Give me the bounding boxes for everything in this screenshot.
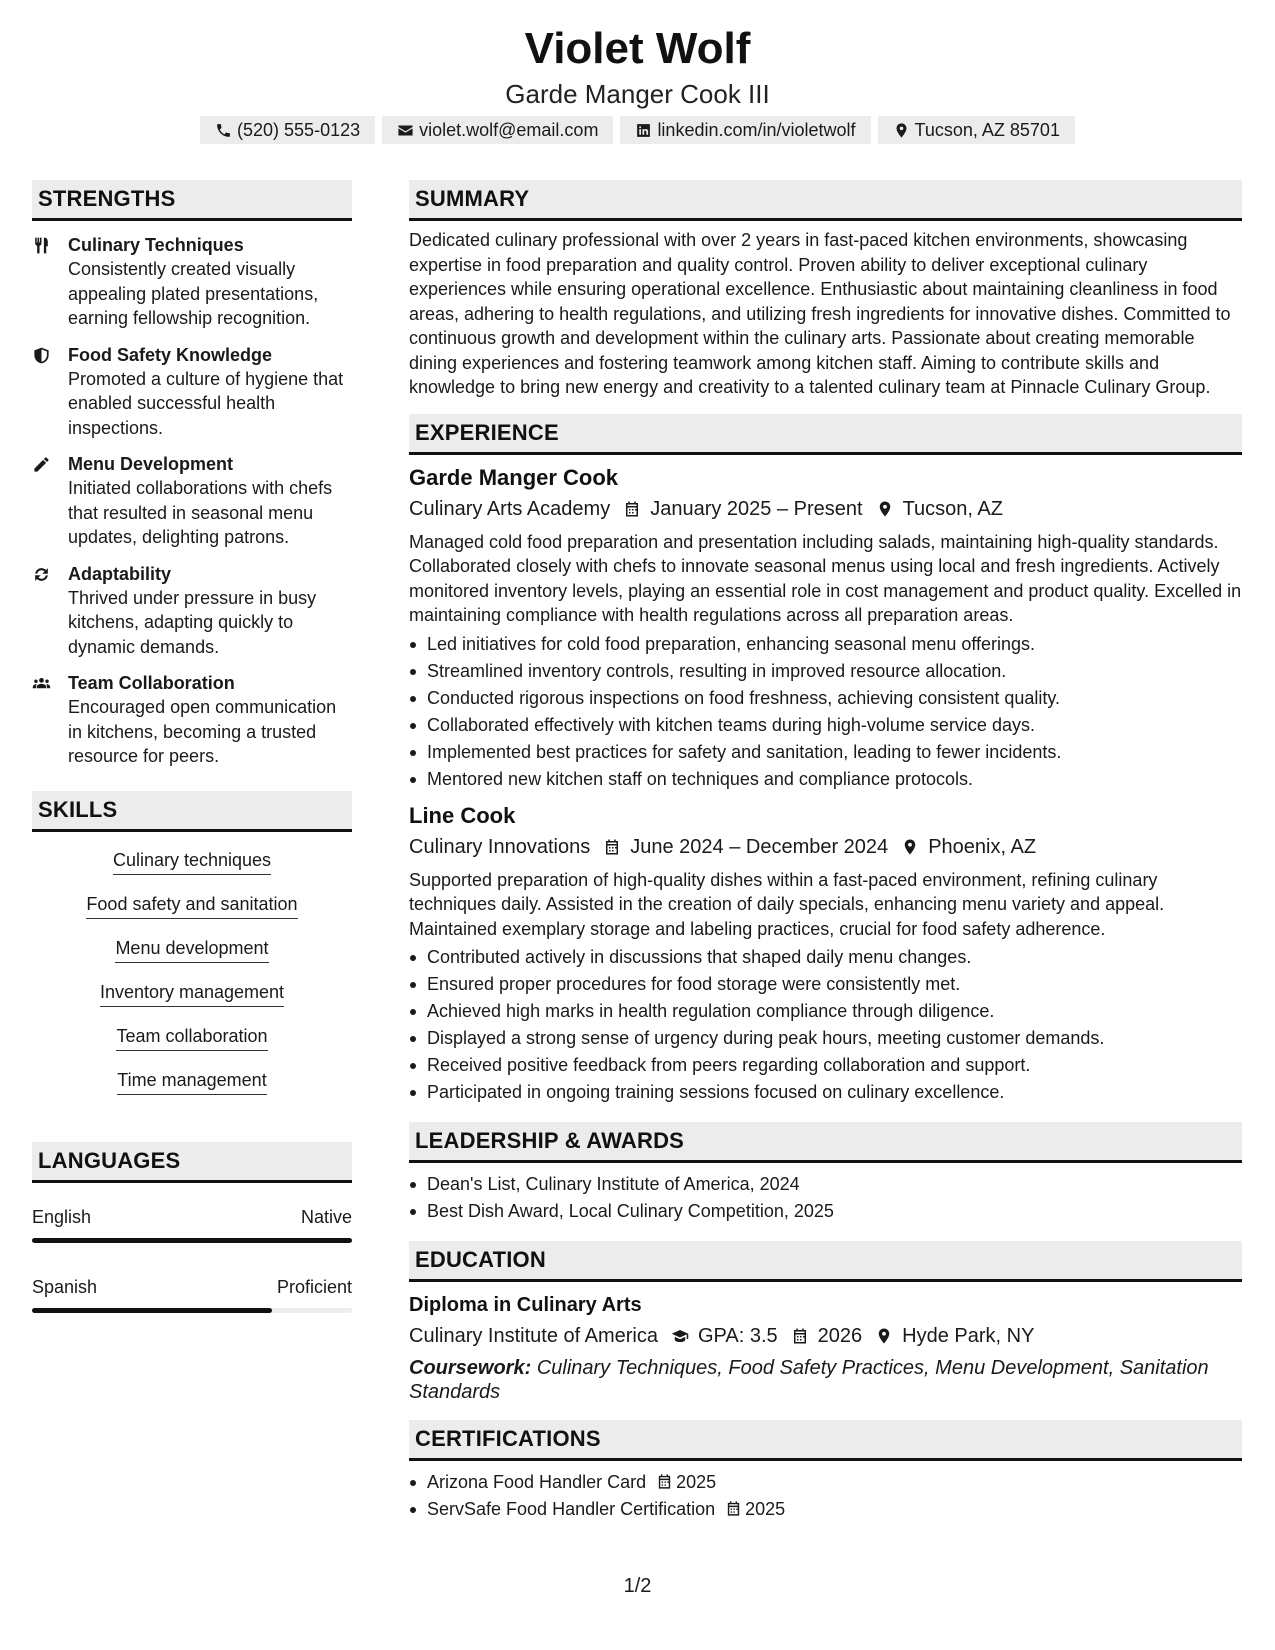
skill-item: Menu development <box>115 936 268 963</box>
utensils-icon <box>32 236 51 255</box>
coursework <box>409 1356 1242 1404</box>
users-icon <box>32 674 51 693</box>
proficiency-fill <box>32 1308 272 1313</box>
education-meta <box>409 1322 1242 1350</box>
company-name: Culinary Arts Academy <box>409 497 611 520</box>
job-dates: January 2025 – Present <box>650 497 863 520</box>
certification-year: 2025 <box>745 1499 786 1519</box>
page-number: 1/2 <box>623 1575 652 1597</box>
list-item: Collaborated effectively with kitchen teams during high-volume service days. <box>409 712 1242 739</box>
skill-item: Food safety and sanitation <box>86 892 297 919</box>
language-item <box>32 1275 352 1313</box>
phone-text: (520) 555-0123 <box>237 119 361 140</box>
sync-icon <box>32 565 51 584</box>
certification-name: Arizona Food Handler Card <box>427 1472 647 1492</box>
pencil-icon <box>32 455 51 474</box>
map-pin-icon <box>901 838 919 856</box>
school-name: Culinary Institute of America <box>409 1325 658 1347</box>
calendar-icon <box>656 1473 673 1490</box>
list-item: Dean's List, Culinary Institute of America, 2024 <box>409 1171 1242 1198</box>
envelope-icon <box>397 122 414 139</box>
summary-text: Dedicated culinary professional with over 2 years in fast-paced kitchen environments, showcasing expertise in food preparation and quality control. Proven ability to deliver exceptional culinary experiences while ensuring operational excellence. Enthusiastic about maintaining cleanliness in food areas, adhering to health regulations, and utilizing fresh ingredients for innovative dishes. Committed to continuous growth and development within the culinary arts. Passionate about creating memorable dining experiences and fostering teamwork among kitchen staff. Aiming to contribute skills and knowledge to bring new energy and creativity to a talented culinary team at Pinnacle Culinary Group. <box>409 230 1231 397</box>
awards-heading: LEADERSHIP & AWARDS <box>409 1122 1242 1163</box>
strength-item <box>32 671 352 769</box>
skill-item: Time management <box>117 1068 266 1095</box>
awards-list <box>409 1171 1242 1225</box>
strength-description: Initiated collaborations with chefs that resulted in seasonal menu updates, delighting patrons. <box>68 478 333 547</box>
proficiency-bar <box>32 1308 352 1313</box>
right-column <box>409 180 1242 1523</box>
proficiency-bar <box>32 1238 352 1243</box>
list-item: Streamlined inventory controls, resulting in improved resource allocation. <box>409 658 1242 685</box>
left-column <box>32 180 352 1313</box>
job-dates: June 2024 – December 2024 <box>630 835 889 858</box>
coursework-label: Coursework: <box>409 1357 532 1379</box>
location-text: Tucson, AZ 85701 <box>914 119 1060 140</box>
graduation-cap-icon <box>671 1327 689 1345</box>
job-location: Phoenix, AZ <box>928 835 1037 858</box>
list-item: Participated in ongoing training sessions focused on culinary excellence. <box>409 1079 1242 1106</box>
strength-title: Food Safety Knowledge <box>68 344 273 365</box>
calendar-icon <box>791 1327 809 1345</box>
job-title: Line Cook <box>409 802 516 828</box>
list-item <box>409 1496 1242 1523</box>
linkedin-icon <box>635 122 652 139</box>
skills-list <box>32 848 352 1112</box>
contact-linkedin[interactable] <box>620 116 870 144</box>
skill-item: Culinary techniques <box>113 848 271 875</box>
strength-title: Adaptability <box>68 563 172 584</box>
company-name: Culinary Innovations <box>409 835 591 858</box>
job-entry <box>409 463 1242 793</box>
strengths-heading: STRENGTHS <box>32 180 352 221</box>
job-meta <box>409 833 1242 861</box>
contact-bar <box>0 116 1275 144</box>
skill-item: Team collaboration <box>116 1024 267 1051</box>
job-entry <box>409 801 1242 1107</box>
education-heading: EDUCATION <box>409 1241 1242 1282</box>
strength-title: Culinary Techniques <box>68 235 244 255</box>
strength-item <box>32 343 352 441</box>
list-item: Displayed a strong sense of urgency during peak hours, meeting customer demands. <box>409 1025 1242 1052</box>
coursework-text: Culinary Techniques, Food Safety Practices, Menu Development, Sanitation Standards <box>409 1357 1209 1403</box>
contact-email[interactable] <box>382 116 613 144</box>
strength-item <box>32 452 352 550</box>
certification-name: ServSafe Food Handler Certification <box>427 1499 716 1519</box>
list-item: Conducted rigorous inspections on food freshness, achieving consistent quality. <box>409 685 1242 712</box>
strength-title: Menu Development <box>68 454 234 474</box>
list-item: Achieved high marks in health regulation compliance through diligence. <box>409 998 1242 1025</box>
list-item: Contributed actively in discussions that shaped daily menu changes. <box>409 944 1242 971</box>
language-name: English <box>32 1206 92 1227</box>
phone-icon <box>215 122 232 139</box>
list-item: Best Dish Award, Local Culinary Competition, 2025 <box>409 1198 1242 1225</box>
candidate-headline: Garde Manger Cook III <box>505 79 770 109</box>
linkedin-text: linkedin.com/in/violetwolf <box>657 119 856 140</box>
list-item: Implemented best practices for safety and sanitation, leading to fewer incidents. <box>409 739 1242 766</box>
strength-description: Promoted a culture of hygiene that enabled successful health inspections. <box>68 368 344 438</box>
graduation-year: 2026 <box>817 1325 863 1347</box>
language-level: Native <box>300 1206 352 1227</box>
certification-year: 2025 <box>676 1472 717 1492</box>
email-text: violet.wolf@email.com <box>419 119 599 140</box>
map-pin-icon <box>876 500 894 518</box>
calendar-icon <box>725 1500 742 1517</box>
list-item: Mentored new kitchen staff on techniques and compliance protocols. <box>409 766 1242 793</box>
strength-description: Consistently created visually appealing plated presentations, earning fellowship recognition. <box>68 259 319 328</box>
calendar-icon <box>623 500 641 518</box>
strength-description: Encouraged open communication in kitchens, becoming a trusted resource for peers. <box>68 697 337 766</box>
resume-header <box>0 22 1275 144</box>
job-bullets <box>409 631 1242 793</box>
gpa-text: GPA: 3.5 <box>698 1325 778 1347</box>
contact-phone[interactable] <box>200 116 375 144</box>
strength-item <box>32 233 352 331</box>
job-title: Garde Manger Cook <box>409 464 619 490</box>
job-location: Tucson, AZ <box>902 497 1003 520</box>
languages-heading: LANGUAGES <box>32 1142 352 1183</box>
strength-title: Team Collaboration <box>68 673 235 693</box>
language-name: Spanish <box>32 1276 98 1297</box>
job-meta <box>409 495 1242 523</box>
calendar-icon <box>603 838 621 856</box>
contact-location <box>878 116 1075 144</box>
language-item <box>32 1205 352 1243</box>
certifications-heading: CERTIFICATIONS <box>409 1420 1242 1461</box>
language-level: Proficient <box>276 1276 352 1297</box>
job-description: Managed cold food preparation and presentation including salads, maintaining high-quality standards. Collaborated closely with chefs to innovate seasonal menus using local and fresh ingredients. Actively monitored inventory levels, playing an essential role in cost management and product quality. Excelled in maintaining compliance with health regulations across all preparation areas. <box>409 531 1242 625</box>
summary-heading: SUMMARY <box>409 180 1242 221</box>
proficiency-fill <box>32 1238 352 1243</box>
job-bullets <box>409 944 1242 1106</box>
certifications-list <box>409 1469 1242 1523</box>
degree-title: Diploma in Culinary Arts <box>409 1294 642 1316</box>
list-item: Received positive feedback from peers regarding collaboration and support. <box>409 1052 1242 1079</box>
candidate-name: Violet Wolf <box>524 24 751 73</box>
skills-heading: SKILLS <box>32 791 352 832</box>
strength-item <box>32 562 352 660</box>
experience-heading: EXPERIENCE <box>409 414 1242 455</box>
list-item: Ensured proper procedures for food storage were consistently met. <box>409 971 1242 998</box>
skill-item: Inventory management <box>100 980 284 1007</box>
school-location: Hyde Park, NY <box>902 1325 1035 1347</box>
map-pin-icon <box>893 122 910 139</box>
strength-description: Thrived under pressure in busy kitchens, adapting quickly to dynamic demands. <box>68 587 317 657</box>
list-item: Led initiatives for cold food preparation, enhancing seasonal menu offerings. <box>409 631 1242 658</box>
list-item <box>409 1469 1242 1496</box>
job-description: Supported preparation of high-quality dishes within a fast-paced environment, refining culinary techniques daily. Assisted in the creation of daily specials, enhancing menu variety and appeal. Maintained exemplary storage and labeling practices, crucial for food safety adherence. <box>409 869 1165 939</box>
shield-icon <box>32 346 51 365</box>
map-pin-icon <box>875 1327 893 1345</box>
education-entry <box>409 1290 1242 1404</box>
